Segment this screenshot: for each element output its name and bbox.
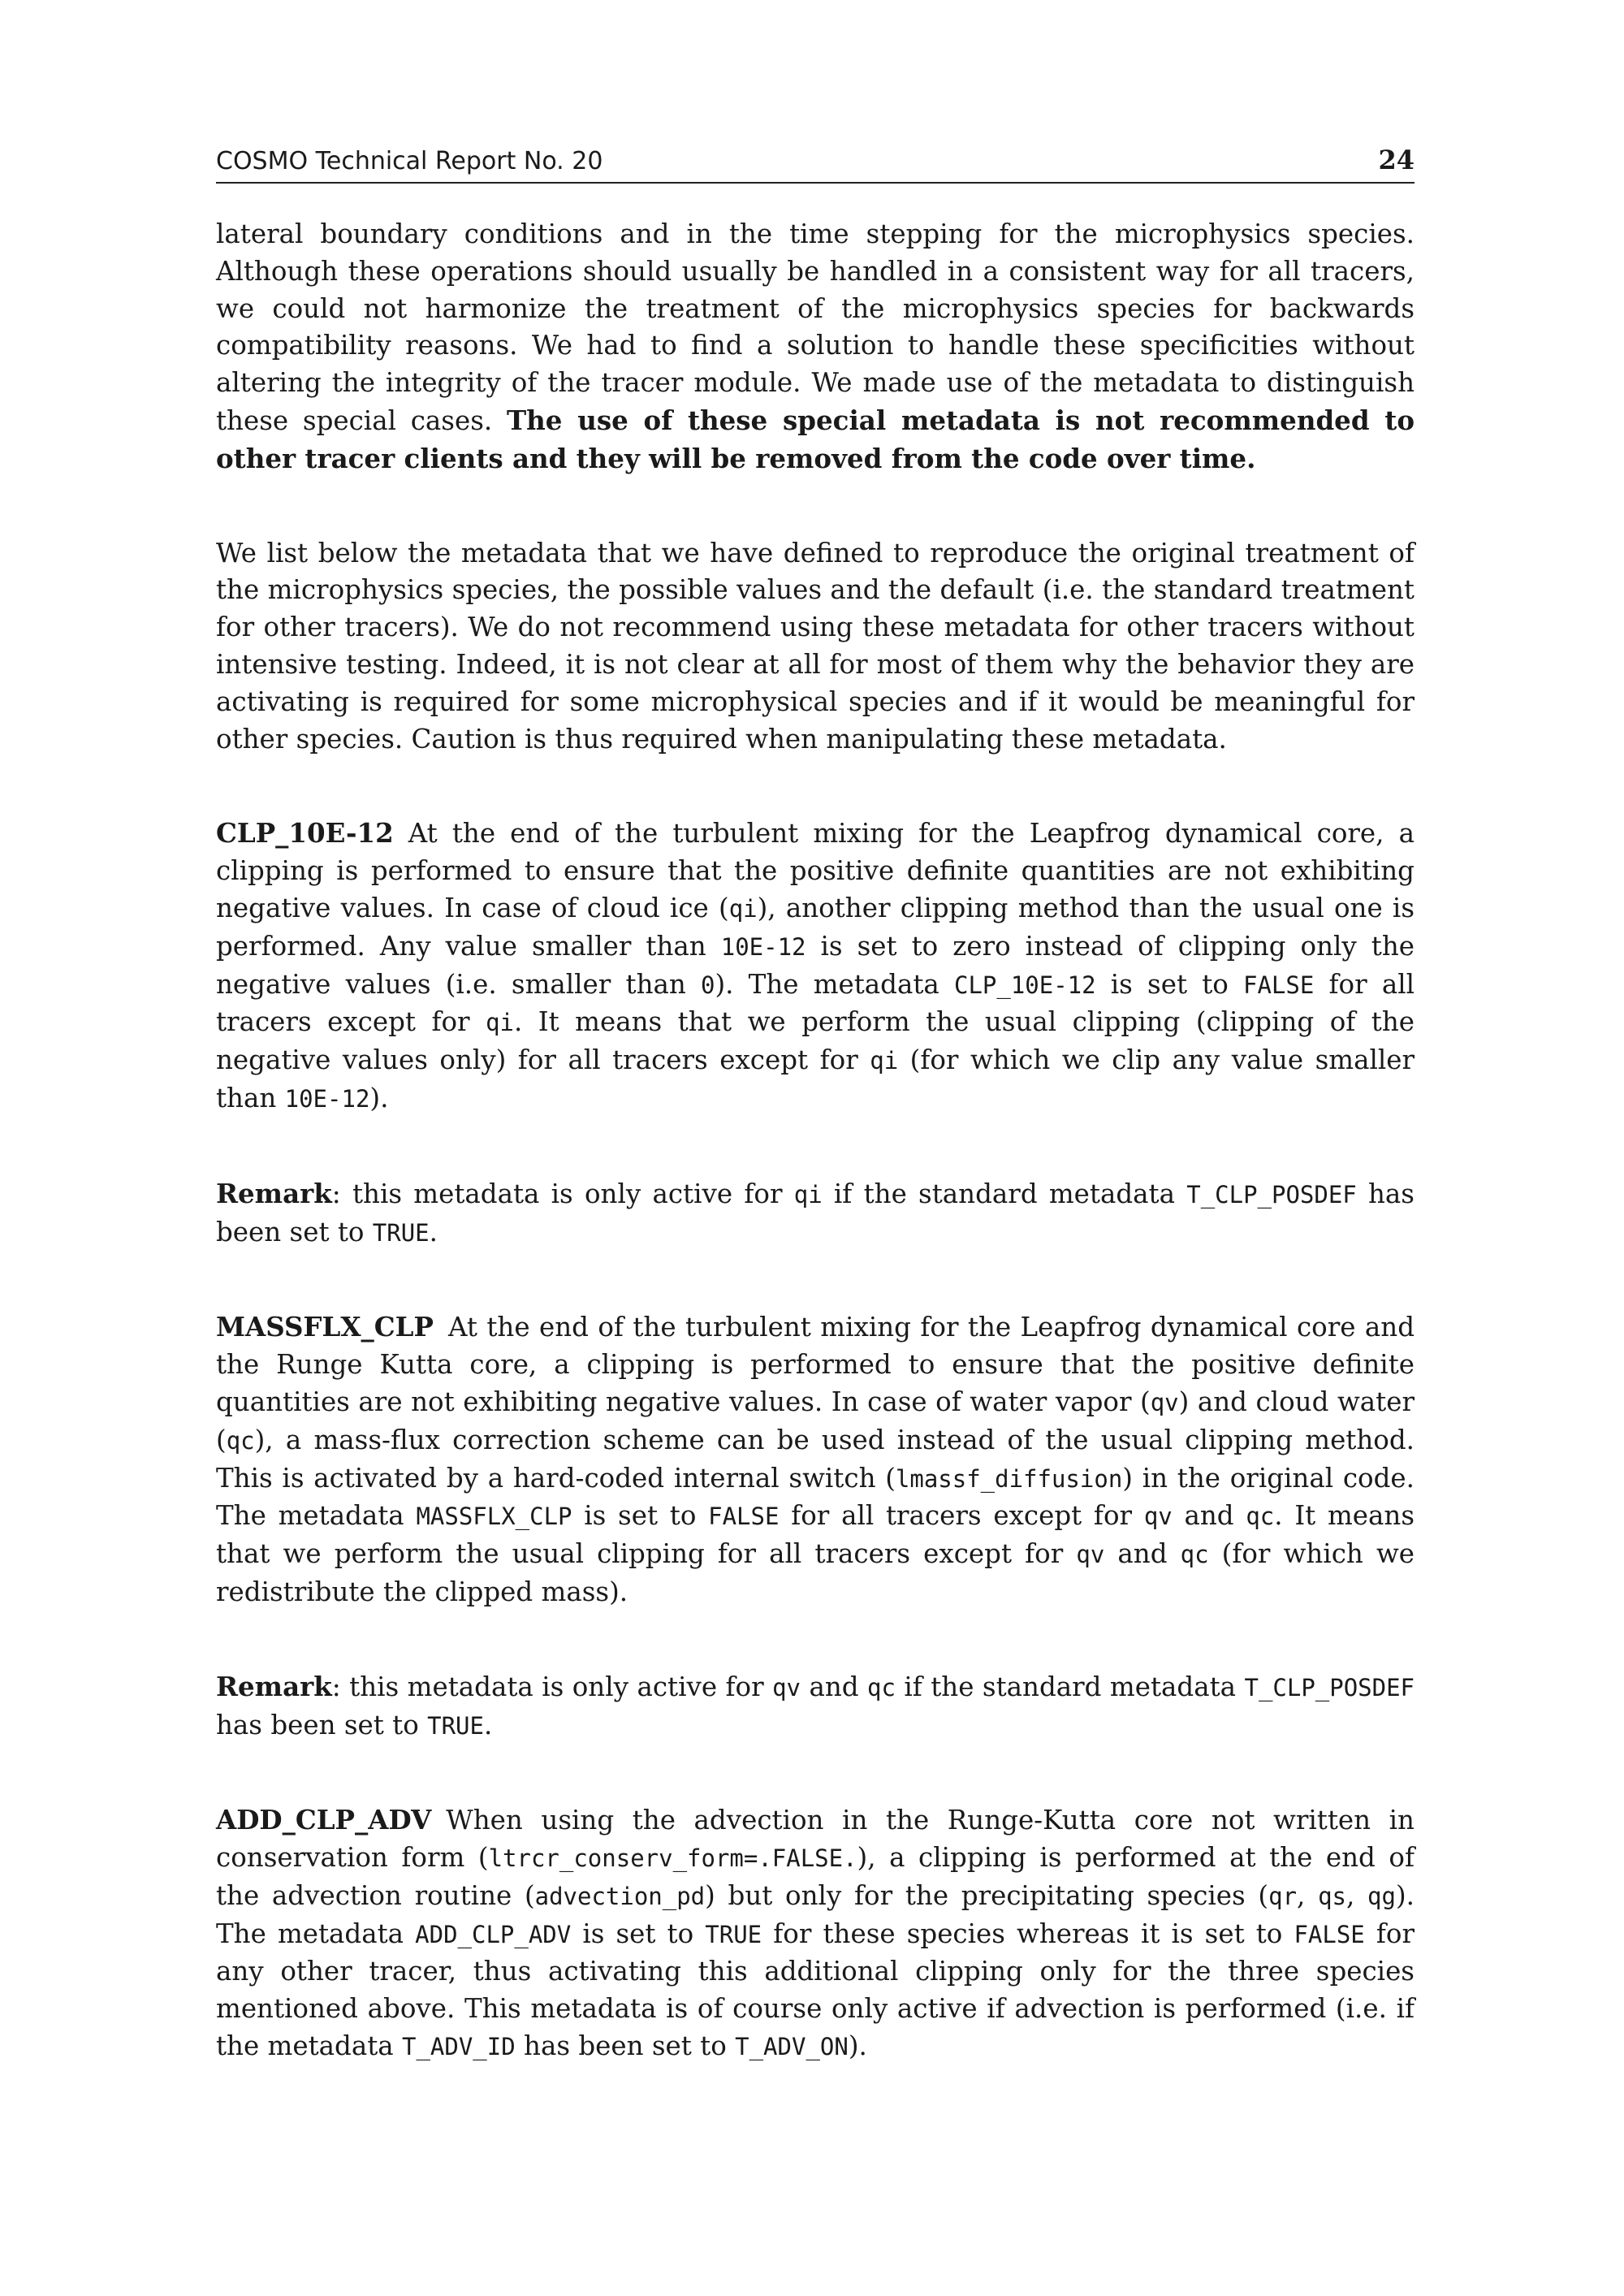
clp-10e-12-paragraph: CLP_10E-12 At the end of the turbulent mixing for the Leapfrog dynamical core, a clipping is performed to ensure that the positive definite quantities are not exhibiting negative values. In case of cloud ice (qi), another clipping method than the usual one is performed. Any value smaller than 10E-12 is set to zero instead of clipping only the negative values (i.e. smaller than 0). The metadata CLP_10E-12 is set to FALSE for all tracers except for qi. It means that we perform the usual clipping (clipping of the negative values only) for all tracers except for qi (for which we clip any value smaller than 10E-12). <box>216 817 1415 1113</box>
remark-1-label: Remark <box>216 1177 332 1209</box>
intro-paragraph: lateral boundary conditions and in the time stepping for the microphysics species. Although these operations should usually be handled in a consistent way for all tracers, we could not harmonize the treatment of the microphysics species for backwards compatibility reasons. We had to find a solution to handle these specificities without altering the integrity of the tracer module. We made use of the metadata to distinguish these special cases. The use of these special metadata is not recommended to other tracer clients and they will be removed from the code over time. <box>216 218 1415 474</box>
remark-1-paragraph: Remark: this metadata is only active for qi if the standard metadata T_CLP_POSDEF has been set to TRUE. <box>216 1177 1415 1247</box>
page-header <box>216 143 1415 184</box>
list-intro-paragraph: We list below the metadata that we have defined to reproduce the original treatment of the microphysics species, the possible values and the default (i.e. the standard treatment for other tracers). We do not recommend using these metadata for other tracers without intensive testing. Indeed, it is not clear at all for most of them why the behavior they are activating is required for some microphysical species and if it would be meaningful for other species. Caution is thus required when manipulating these metadata. <box>216 537 1415 755</box>
report-title: COSMO Technical Report No. 20 <box>216 147 603 175</box>
remark-2-paragraph: Remark: this metadata is only active for qv and qc if the standard metadata T_CLP_POSDEF has been set to TRUE. <box>216 1670 1415 1740</box>
add-clp-adv-term: ADD_CLP_ADV <box>216 1804 432 1836</box>
page-number: 24 <box>1378 145 1415 175</box>
massflx-clp-paragraph: MASSFLX_CLP At the end of the turbulent mixing for the Leapfrog dynamical core and the Runge Kutta core, a clipping is performed to ensure that the positive definite quantities are not exhibiting negative values. In case of water vapor (qv) and cloud water (qc), a mass-flux correction scheme can be used instead of the usual clipping method. This is activated by a hard-coded internal switch (lmassf_diffusion) in the original code. The metadata MASSFLX_CLP is set to FALSE for all tracers except for qv and qc. It means that we perform the usual clipping for all tracers except for qv and qc (for which we redistribute the clipped mass). <box>216 1311 1415 1607</box>
add-clp-adv-paragraph: ADD_CLP_ADV When using the advection in the Runge-Kutta core not written in conservation form (ltrcr_conserv_form=.FALSE.), a clipping is performed at the end of the advection routine (advection_pd) but only for the precipitating species (qr, qs, qg). The metadata ADD_CLP_ADV is set to TRUE for these species whereas it is set to FALSE for any other tracer, thus activating this additional clipping only for the three species mentioned above. This metadata is of course only active if advection is performed (i.e. if the metadata T_ADV_ID has been set to T_ADV_ON). <box>216 1804 1415 2062</box>
intro-warning: The use of these special metadata is not recommended to other tracer clients and they will be removed from the code over time. <box>216 404 1415 474</box>
massflx-clp-term: MASSFLX_CLP <box>216 1311 434 1343</box>
page-body <box>216 216 1415 2123</box>
clp-10e-12-term: CLP_10E-12 <box>216 817 394 850</box>
remark-2-label: Remark <box>216 1670 332 1702</box>
